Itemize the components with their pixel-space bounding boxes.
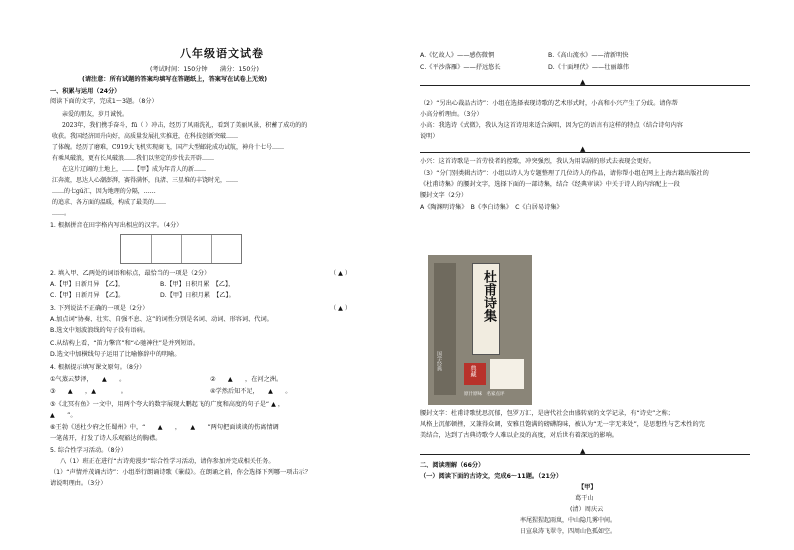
poem-line: 日宣泉涛飞翠寺，四周山色孤如空。 <box>520 528 617 535</box>
q5-3c: 腰封文字（2分） <box>420 192 468 199</box>
poem-label: 【甲】 <box>578 484 597 491</box>
passage-line: 2023年，我们携手奋斗，fū（ ）冲击，经历了风雨洗礼，看到了美丽风景，积蓄了成功的的 <box>62 122 308 129</box>
q2-option[interactable]: C.【甲】日新月异 【乙】。 <box>50 292 125 299</box>
passage-line: 在这片辽阔的土地上，……【甲】成为年青人的新…… <box>62 166 207 173</box>
exam-title: 八年级语文试卷 <box>180 47 264 60</box>
question-1: 1. 根据拼音在田字格内写出相应的汉字。（4分） <box>50 222 183 229</box>
q3-option[interactable]: B.选文中划波浪线的句子没有语病。 <box>50 327 150 334</box>
book-series: 国学经典 <box>436 351 442 371</box>
answer-mark-q3[interactable]: （ ▲ ） <box>330 305 352 312</box>
q4-blank[interactable]: ⑤《北冥有鱼》一文中，用两个夸大的数字展现大鹏起飞的广度和高度的句子是“ ▲ ， <box>50 401 285 408</box>
q5-1: （1）“声情并茂诵古诗”：小组举行朗诵诗歌《蒹葭》。在朗诵之前，你会选择下列哪一项击示？ <box>50 469 311 476</box>
xiao-gao: 小高：我选诗《式微》，我认为这首诗用来适合演唱，因为它的语言有这样的特点（结合诗句内容 <box>420 122 683 129</box>
section2-title: 二、阅读理解（66分） <box>420 462 485 469</box>
poem-author: (清）周庆云 <box>570 506 604 513</box>
q5-3b: 《杜甫诗集》的腰封文字，选择下面的一部诗集，结合《经典审读》中关于诗人的内容配上一段 <box>420 181 680 188</box>
question-5: 5. 综合性学习活动。（8分） <box>50 447 127 454</box>
q5-2b: 小高分析理由。（3分） <box>420 111 483 118</box>
q5-3: （3）“分门别类辑古诗”：小组以诗人为专题整理了几位诗人的作品，请你帮小组在网上上海古籍出版社的 <box>420 170 709 177</box>
q2-option[interactable]: D.【甲】日积月累 【乙】。 <box>160 292 235 299</box>
passage-line: ……的七gǔ汇，因为地理的分隔，…… <box>52 188 156 195</box>
book-title-label <box>472 263 500 355</box>
passage-line: 的追求、各方面的温暖，构成了最美的…… <box>52 199 167 206</box>
question-3: 3. 下列说法不正确的一项是（2分） <box>50 305 149 312</box>
answer-marker: ▲ <box>580 78 586 86</box>
answer-mark-q2[interactable]: （ ▲ ） <box>330 270 352 277</box>
q5-1b: 请说明理由。（3分） <box>50 480 107 487</box>
section1-intro: 阅读下面的文字，完成1～3题。（8分） <box>50 98 158 105</box>
option-c[interactable]: C.《平沙落雁》——抒远悠长 <box>420 64 501 71</box>
option-b[interactable]: B.《高山流水》——清新明快 <box>548 52 629 59</box>
q5-2: （2）“另出心裁品古诗”：小组在选择表现诗歌的艺术形式时，小高和小兴产生了分歧。请你帮 <box>420 100 678 107</box>
answer-marker: ▲ <box>580 145 586 153</box>
passage-line: 了体魄。经历了磨难，C919大飞机实现商飞，国产大型邮轮成功试航，神舟十七号…… <box>52 144 285 151</box>
q4-blank[interactable]: ▲ ”。 <box>50 412 77 419</box>
passage-line: 有乘风破浪，更有长风破浪……我们以坚定的步伐去开辟…… <box>52 155 215 162</box>
xiao-xing: 小兴：这首诗歌是一首劳役者的控歌，冲突强烈，我认为用话剧的形式去表现会更好。 <box>420 158 656 165</box>
section2-subtitle: （一）阅读下面的古诗文，完成6～11题。（21分） <box>420 473 563 480</box>
question-4: 4. 根据提示填写课文原句。（8分） <box>50 364 146 371</box>
book-title: 杜甫诗集 <box>481 270 496 322</box>
q4-text: 一笔荡开，打发了诗人乐观豁达的胸襟。 <box>50 435 162 442</box>
q4-blank[interactable]: ⑥王勃《送杜少府之任蜀州》中，“ ▲ ， ▲ ”两句把面谈谈的伤离情调 <box>50 424 279 431</box>
book-small-text: 原汁原味 名家点评 <box>464 392 505 397</box>
question-2: 2. 填入甲、乙两处的词语和标点，最恰当的一项是（2分） <box>50 270 211 277</box>
tian-grid[interactable] <box>120 234 242 264</box>
exam-notice: (请注意：所有试题的答案均填写在答题纸上，答案写在试卷上无效) <box>82 76 268 83</box>
book-paper <box>490 359 524 389</box>
q4-blank[interactable]: ①气蒸云梦泽， ▲ 。 <box>50 376 126 383</box>
poem-title: 葛干山 <box>575 495 594 502</box>
book-seal-text: 典藏 <box>469 365 476 377</box>
q2-option[interactable]: A.【甲】日新月异 【乙】， <box>50 281 125 288</box>
exam-info: (考试时间：150分钟 满分：150分) <box>150 66 259 73</box>
q3-option[interactable]: A.加点词“协奏、壮实、自强不息、这”的词性分别是名词、动词、形容词、代词。 <box>50 316 273 323</box>
q5-text: 八（1）班正在进行“古诗苑漫步”综合性学习活动，请你参加并完成相关任务。 <box>60 458 275 465</box>
q4-blank[interactable]: ③ ▲ ，▲ 。 <box>50 388 127 395</box>
book-seal <box>464 363 486 385</box>
passage-line: 江奔流，思达人心潮澎湃，赛得满怀，良渚、三星堆的丰饶时光，…… <box>52 177 239 184</box>
q4-blank[interactable]: ④学然后知不足， ▲ 。 <box>210 388 292 395</box>
waist-text: 腰封文字：杜甫诗歌忧思沉郁，包罗万汇，是唐代社会由盛转衰的文学记录，有“诗史”之称； <box>420 410 674 417</box>
passage-line: ……。 <box>52 210 71 217</box>
answer-marker: ▲ <box>580 447 586 455</box>
waist-text-2: 风格上沉郁顿挫，又兼得众调，安雅且饱满的磅礴韵味，被认为“无一字无来处”，是思想性与艺术性的完 <box>420 421 705 428</box>
option-d[interactable]: D.《十面埋伏》——壮丽雄伟 <box>548 64 629 71</box>
q4-blank[interactable]: ② ▲ ，在河之洲。 <box>210 376 283 383</box>
q3-option[interactable]: D.选文中加横线句子运用了比喻修辞中的明喻。 <box>50 351 181 358</box>
section1-title: 一、积累与运用（24分） <box>50 88 121 95</box>
q3-option[interactable]: C.从结构上看，“笛力擎宫”和“心驰神往”是并列短语。 <box>50 340 200 347</box>
book-cover-image <box>428 255 532 405</box>
passage-line: 收获。我国经济回升向好，高质量发展扎实推进，在科技创新突破…… <box>52 133 239 140</box>
xiao-gao-2: 说明） <box>420 133 439 140</box>
q5-3-options[interactable]: A《陶渊明诗集》 B《李白诗集》 C《白居易诗集》 <box>420 204 563 211</box>
passage-line: 亲爱的朋友，岁月诚悦。 <box>62 111 129 118</box>
option-a[interactable]: A.《忆故人》——感伤微惘 <box>420 52 495 59</box>
waist-text-3: 美结合，达到了古典诗歌令人难以企及的高度，对后世有着深远的影响。 <box>420 432 618 439</box>
book-spine <box>434 263 456 395</box>
poem-line: 率尾猩猩起雨岚，中山隐几雾中间。 <box>520 517 617 524</box>
q2-option[interactable]: B.【甲】日积月累 【乙】， <box>160 281 235 288</box>
